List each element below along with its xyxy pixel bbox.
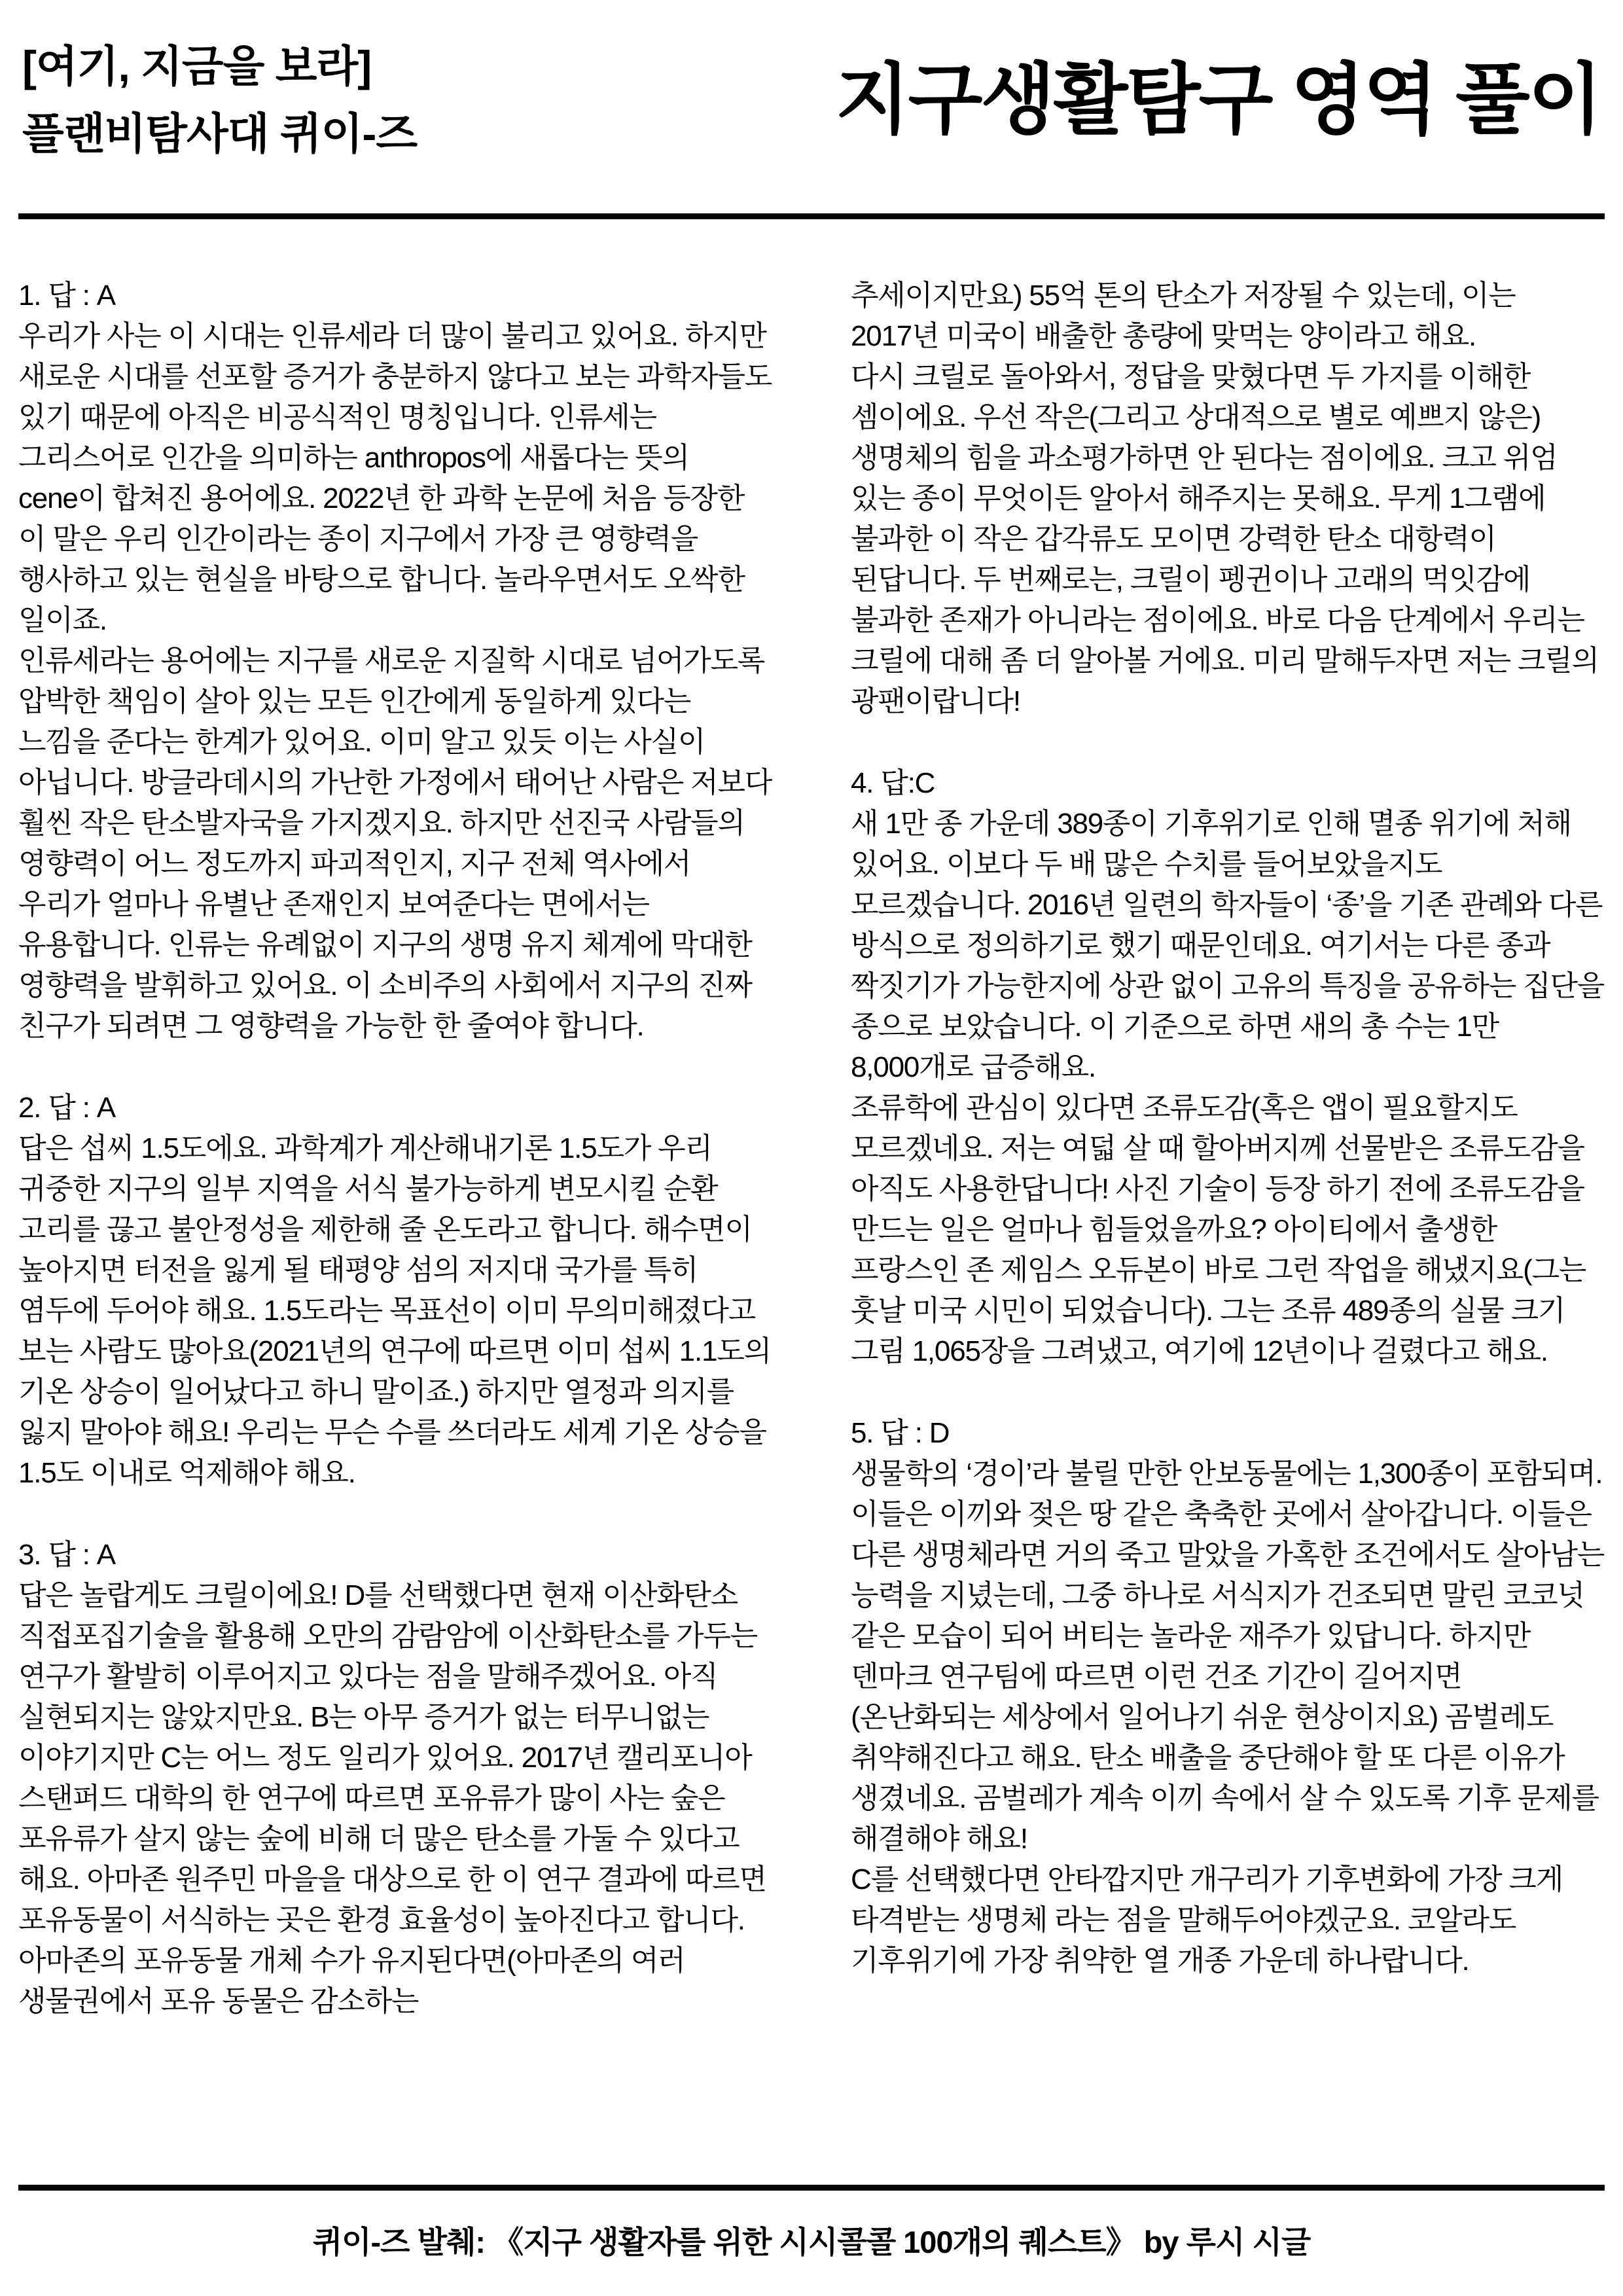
answer-paragraph: 인류세라는 용어에는 지구를 새로운 지질학 시대로 넘어가도록 압박한 책임이 살아 있는 모든 인간에게 동일하게 있다는 느낌을 준다는 한계가 있어요. 이미 알고 있듯 이는 사실이 아닙니다. 방글라데시의 가난한 가정에서 태어난 사람은 저보다 훨씬 작은 탄소발자국을 가지겠지요. 하지만 선진국 사람들의 영향력이 어느 정도까지 파괴적인지, 지구 전체 역사에서 우리가 얼마나 유별난 존재인지 보여준다는 면에서는 유용합니다. 인류는 유례없이 지구의 생명 유지 체계에 막대한 영향력을 발휘하고 있어요. 이 소비주의 사회에서 지구의 진짜 친구가 되려면 그 영향력을 가능한 한 줄여야 합니다. (18, 644, 772, 1042)
footer-divider (18, 2185, 1605, 2191)
answer-paragraph: 답은 섭씨 1.5도에요. 과학계가 계산해내기론 1.5도가 우리 귀중한 지구의 일부 지역을 서식 불가능하게 변모시킬 순환 고리를 끊고 불안정성을 제한해 줄 온도라고 합니다. 해수면이 높아지면 터전을 잃게 될 태평양 섬의 저지대 국가를 특히 염두에 두어야 해요. 1.5도라는 목표선이 이미 무의미해졌다고 보는 사람도 많아요(2021년의 연구에 따르면 이미 섭씨 1.1도의 기온 상승이 일어났다고 하니 말이죠.) 하지만 열정과 의지를 잃지 말아야 해요! 우리는 무슨 수를 쓰더라도 세계 기온 상승을 1.5도 이내로 억제해야 해요. (18, 1132, 771, 1489)
source-citation: 퀴이-즈 발췌: 《지구 생활자를 위한 시시콜콜 100개의 퀘스트》 by 루시 시글 (312, 2225, 1311, 2259)
series-tagline: [여기, 지금을 보라] (22, 42, 372, 90)
page-header (18, 26, 1605, 213)
answer-paragraph: 우리가 사는 이 시대는 인류세라 더 많이 불리고 있어요. 하지만 새로운 시대를 선포할 증거가 충분하지 않다고 보는 과학자들도 있기 때문에 아직은 비공식적인 명칭입니다. 인류세는 그리스어로 인간을 의미하는 anthropos에 새롭다는 뜻의 cene이 합쳐진 용어에요. 2022년 한 과학 논문에 처음 등장한 이 말은 우리 인간이라는 종이 지구에서 가장 큰 영향력을 행사하고 있는 현실을 바탕으로 합니다. 놀라우면서도 오싹한 일이죠. (18, 319, 772, 636)
answer-heading: 2. 답 : A (18, 1091, 115, 1124)
right-column (851, 276, 1605, 2022)
header-divider (18, 213, 1605, 219)
answer-heading: 4. 답:C (851, 766, 935, 799)
answer-paragraph: 생물학의 ‘경이’라 불릴 만한 안보동물에는 1,300종이 포함되며. 이들은 이끼와 젖은 땅 같은 축축한 곳에서 살아갑니다. 이들은 다른 생명체라면 거의 죽고 말았을 가혹한 조건에서도 살아남는 능력을 지녔는데, 그중 하나로 서식지가 건조되면 말린 코코넛 같은 모습이 되어 버티는 놀라운 재주가 있답니다. 하지만 덴마크 연구팀에 따르면 이런 건조 기간이 길어지면(온난화되는 세상에서 일어나기 쉬운 현상이지요) 곰벌레도 취약해진다고 해요. 탄소 배출을 중단해야 할 또 다른 이유가 생겼네요. 곰벌레가 계속 이끼 속에서 살 수 있도록 기후 문제를 해결해야 해요! (851, 1457, 1605, 1855)
answer-paragraph: 새 1만 종 가운데 389종이 기후위기로 인해 멸종 위기에 처해 있어요. 이보다 두 배 많은 수치를 들어보았을지도 모르겠습니다. 2016년 일련의 학자들이 ‘종’을 기존 관례와 다른 방식으로 정의하기로 했기 때문인데요. 여기서는 다른 종과 짝짓기가 가능한지에 상관 없이 고유의 특징을 공유하는 집단을 종으로 보았습니다. 이 기준으로 하면 새의 총 수는 1만 8,000개로 급증해요. (851, 807, 1605, 1083)
answer-paragraph: C를 선택했다면 안타깝지만 개구리가 기후변화에 가장 크게 타격받는 생명체 라는 점을 말해두어야겠군요. 코알라도 기후위기에 가장 취약한 열 개종 가운데 하나랍니다. (851, 1863, 1563, 1977)
answer-columns (18, 276, 1605, 2022)
series-masthead (22, 33, 417, 168)
answer-paragraph: 다시 크릴로 돌아와서, 정답을 맞혔다면 두 가지를 이해한 셈이에요. 우선 작은(그리고 상대적으로 별로 예쁘지 않은) 생명체의 힘을 과소평가하면 안 된다는 점이에요. 크고 위엄 있는 종이 무엇이든 알아서 해주지는 못해요. 무게 1그램에 불과한 이 작은 갑각류도 모이면 강력한 탄소 대항력이 된답니다. 두 번째로는, 크릴이 펭귄이나 고래의 먹잇감에 불과한 존재가 아니라는 점이에요. 바로 다음 단계에서 우리는 크릴에 대해 좀 더 알아볼 거에요. 미리 말해두자면 저는 크릴의 광팬이랍니다! (851, 360, 1599, 717)
page-footer (18, 2185, 1605, 2262)
answer-paragraph: 답은 놀랍게도 크릴이에요! D를 선택했다면 현재 이산화탄소 직접포집기술을 활용해 오만의 감람암에 이산화탄소를 가두는 연구가 활발히 이루어지고 있다는 점을 말해주겠어요. 아직 실현되지는 않았지만요. B는 아무 증거가 없는 터무니없는 이야기지만 C는 어느 정도 일리가 있어요. 2017년 캘리포니아 스탠퍼드 대학의 한 연구에 따르면 포유류가 많이 사는 숲은 포유류가 살지 않는 숲에 비해 더 많은 탄소를 가둘 수 있다고 해요. 아마존 원주민 마을을 대상으로 한 이 연구 결과에 따르면 포유동물이 서식하는 곳은 환경 효율성이 높아진다고 합니다. 아마존의 포유동물 개체 수가 유지된다면(아마존의 여러 생물권에서 포유 동물은 감소하는 (18, 1579, 766, 2017)
answer-heading: 1. 답 : A (18, 279, 115, 312)
series-name: 플랜비탐사대 퀴이-즈 (22, 109, 418, 158)
answer-paragraph: 추세이지만요) 55억 톤의 탄소가 저장될 수 있는데, 이는 2017년 미국이 배출한 총량에 맞먹는 양이라고 해요. (851, 279, 1516, 352)
answer-heading: 5. 답 : D (851, 1416, 950, 1449)
page-title: 지구생활탐구 영역 풀이 (835, 56, 1601, 143)
left-column (18, 276, 772, 2022)
answer-paragraph: 조류학에 관심이 있다면 조류도감(혹은 앱이 필요할지도 모르겠네요. 저는 여덟 살 때 할아버지께 선물받은 조류도감을 아직도 사용한답니다! 사진 기술이 등장 하기 전에 조류도감을 만드는 일은 얼마나 힘들었을까요? 아이티에서 출생한 프랑스인 존 제임스 오듀본이 바로 그런 작업을 해냈지요(그는 훗날 미국 시민이 되었습니다). 그는 조류 489종의 실물 크기 그림 1,065장을 그려냈고, 여기에 12년이나 걸렸다고 해요. (851, 1091, 1586, 1367)
answer-heading: 3. 답 : A (18, 1538, 115, 1571)
